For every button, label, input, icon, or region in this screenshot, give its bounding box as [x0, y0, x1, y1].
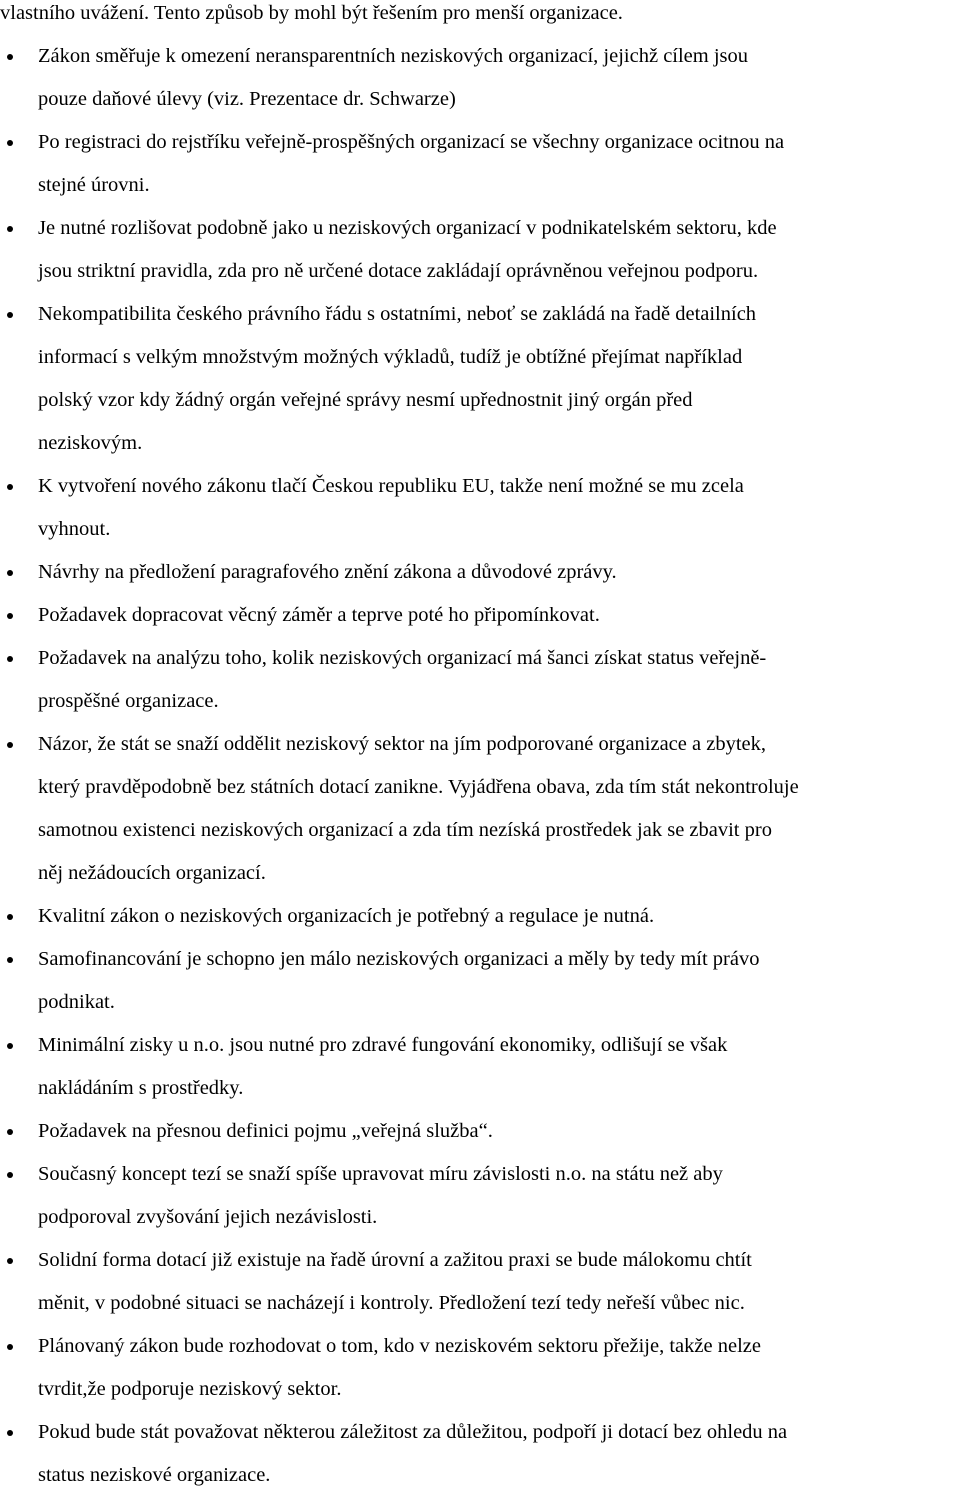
bullet-icon	[6, 637, 18, 680]
list-item-line: Solidní forma dotací již existuje na řadě úrovní a zažitou praxi se bude málokomu chtít	[38, 1249, 752, 1271]
list-item	[0, 723, 960, 895]
bullet-icon	[6, 551, 18, 594]
bullet-icon	[6, 594, 18, 637]
bullet-icon	[6, 1024, 18, 1067]
bullet-icon	[6, 1411, 18, 1454]
list-item-line: Současný koncept tezí se snaží spíše upravovat míru závislosti n.o. na státu než aby	[38, 1163, 723, 1185]
bullet-icon	[6, 938, 18, 981]
list-item	[0, 1325, 960, 1411]
list-item-line: Zákon směřuje k omezení neransparentních neziskových organizací, jejichž cílem jsou	[38, 45, 749, 67]
bullet-icon	[6, 1153, 18, 1196]
list-item-line: Po registraci do rejstříku veřejně-prospěšných organizací se všechny organizace ocitnou na	[38, 131, 785, 153]
list-item-line: pouze daňové úlevy (viz. Prezentace dr. Schwarze)	[38, 88, 456, 110]
list-item	[0, 465, 960, 551]
list-item-line: prospěšné organizace.	[38, 690, 219, 712]
list-item-line: Plánovaný zákon bude rozhodovat o tom, kdo v neziskovém sektoru přežije, takže nelze	[38, 1335, 761, 1357]
list-item-line: něj nežádoucích organizací.	[38, 862, 266, 884]
lead-line: vlastního uvážení. Tento způsob by mohl být řešením pro menší organizace.	[0, 2, 623, 24]
bullet-icon	[6, 207, 18, 250]
list-item-line: nakládáním s prostředky.	[38, 1077, 244, 1099]
list-item-line: který pravděpodobně bez státních dotací zanikne. Vyjádřena obava, zda tím stát nekontroluje	[38, 776, 799, 798]
list-item-line: Návrhy na předložení paragrafového znění zákona a důvodové zprávy.	[38, 561, 617, 583]
bullet-icon	[6, 121, 18, 164]
list-item-line: Požadavek na analýzu toho, kolik neziskových organizací má šanci získat status veřejně-	[38, 647, 767, 669]
list-item	[0, 293, 960, 465]
list-item	[0, 35, 960, 121]
list-item	[0, 1239, 960, 1325]
bullet-icon	[6, 723, 18, 766]
bullet-icon	[6, 1325, 18, 1368]
list-item-line: Je nutné rozlišovat podobně jako u neziskových organizací v podnikatelském sektoru, kde	[38, 217, 777, 239]
list-item	[0, 637, 960, 723]
list-item-line: Kvalitní zákon o neziskových organizacích je potřebný a regulace je nutná.	[38, 905, 655, 927]
list-item-line: K vytvoření nového zákonu tlačí Českou republiku EU, takže není možné se mu zcela	[38, 475, 744, 497]
list-item	[0, 938, 960, 1024]
bullet-icon	[6, 895, 18, 938]
list-item	[0, 1411, 960, 1497]
list-item	[0, 1024, 960, 1110]
list-item-line: Minimální zisky u n.o. jsou nutné pro zdravé fungování ekonomiky, odlišují se však	[38, 1034, 728, 1056]
bullet-icon	[6, 1110, 18, 1153]
list-item-line: polský vzor kdy žádný orgán veřejné správy nesmí upřednostnit jiný orgán před	[38, 389, 693, 411]
list-item-line: stejné úrovni.	[38, 174, 150, 196]
list-item	[0, 594, 960, 637]
list-item-line: měnit, v podobné situaci se nacházejí i kontroly. Předložení tezí tedy neřeší vůbec nic.	[38, 1292, 745, 1314]
list-item-line: Samofinancování je schopno jen málo neziskových organizaci a měly by tedy mít právo	[38, 948, 760, 970]
list-item-line: Pokud bude stát považovat některou záležitost za důležitou, podpoří ji dotací bez ohledu na	[38, 1421, 788, 1443]
list-item-line: informací s velkým množstvým možných výkladů, tudíž je obtížné přejímat například	[38, 346, 743, 368]
bullet-icon	[6, 1239, 18, 1282]
list-item-line: Požadavek dopracovat věcný záměr a teprve poté ho připomínkovat.	[38, 604, 600, 626]
list-item-line: samotnou existenci neziskových organizací a zda tím nezíská prostředek jak se zbavit pro	[38, 819, 772, 841]
list-item	[0, 121, 960, 207]
list-item-line: podporoval zvyšování jejich nezávislosti.	[38, 1206, 378, 1228]
bullet-list	[0, 35, 960, 1497]
list-item-line: status neziskové organizace.	[38, 1464, 271, 1486]
bullet-icon	[6, 465, 18, 508]
bullet-icon	[6, 293, 18, 336]
list-item-line: tvrdit,že podporuje neziskový sektor.	[38, 1378, 342, 1400]
list-item-line: Nekompatibilita českého právního řádu s ostatními, neboť se zakládá na řadě detailních	[38, 303, 757, 325]
list-item	[0, 1110, 960, 1153]
list-item	[0, 551, 960, 594]
list-item-line: jsou striktní pravidla, zda pro ně určené dotace zakládají oprávněnou veřejnou podporu.	[38, 260, 759, 282]
list-item	[0, 207, 960, 293]
list-item-line: neziskovým.	[38, 432, 143, 454]
list-item-line: vyhnout.	[38, 518, 111, 540]
bullet-icon	[6, 35, 18, 78]
list-item-line: Požadavek na přesnou definici pojmu „veřejná služba“.	[38, 1120, 493, 1142]
list-item	[0, 895, 960, 938]
list-item-line: Názor, že stát se snaží oddělit neziskový sektor na jím podporované organizace a zbytek,	[38, 733, 767, 755]
list-item-line: podnikat.	[38, 991, 115, 1013]
list-item	[0, 1153, 960, 1239]
